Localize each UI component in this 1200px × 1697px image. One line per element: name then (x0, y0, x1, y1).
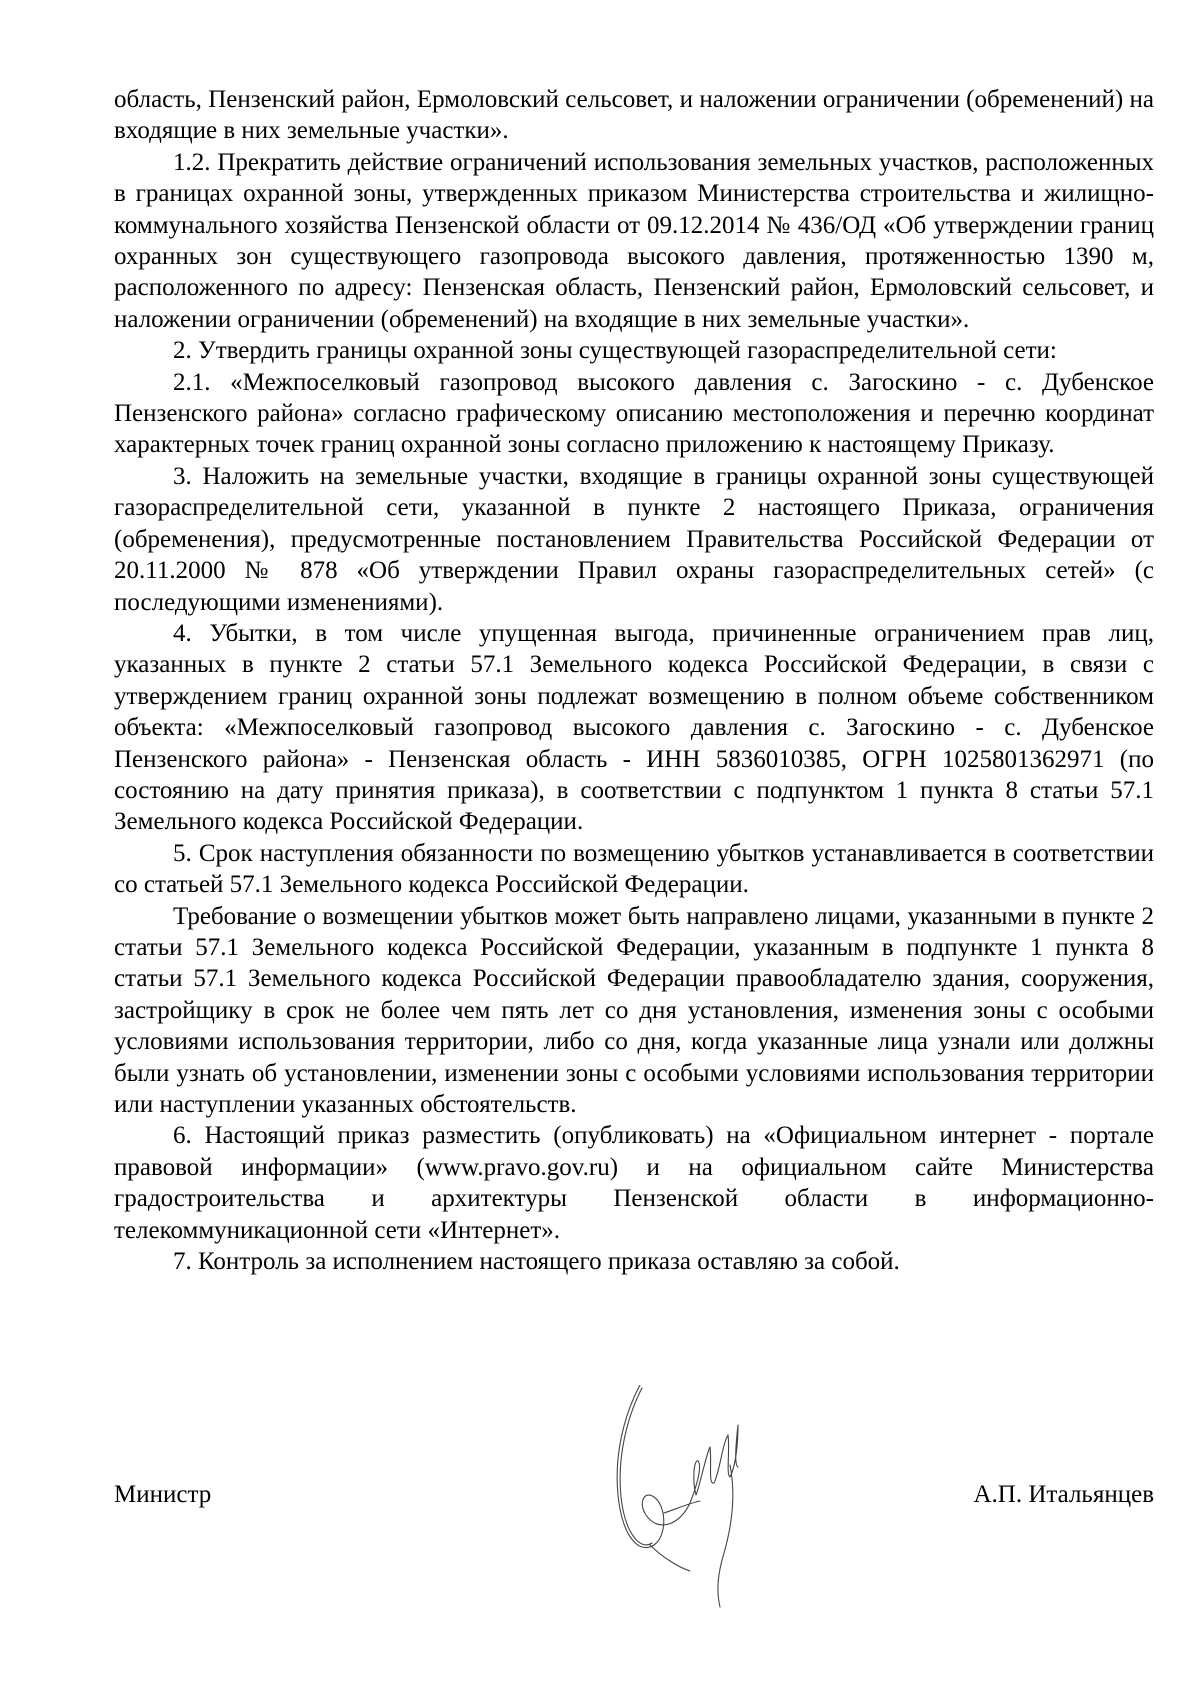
paragraph-compensation-claim: Требование о возмещении убытков может быть направлено лицами, указанными в пункте 2 статьи 57.1 Земельного кодекса Российской Федерации, указанным в подпункте 1 пункта 8 статьи 57.1 Земельного кодекса Российской Федерации правообладателю здания, сооружения, застройщику в срок не более чем пять лет со дня установления, изменения зоны с особыми условиями использования территории, либо со дня, когда указанные лица узнали или должны были узнать об установлении, изменении зоны с особыми условиями использования территории или наступлении указанных обстоятельств. (114, 902, 1154, 1118)
signatory-title: Министр (114, 1481, 212, 1508)
paragraph-5: 5. Срок наступления обязанности по возмещению убытков устанавливается в соответствии со статьей 57.1 Земельного кодекса Российской Федерации. (114, 839, 1154, 899)
paragraph-7: 7. Контроль за исполнением настоящего приказа оставляю за собой. (173, 1248, 900, 1276)
paragraph-2-1: 2.1. «Межпоселковый газопровод высокого давления с. Загоскино - с. Дубенское Пензенского района» согласно графическому описанию местоположения и перечню координат характерных точек границ охранной зоны согласно приложению к настоящему Приказу. (114, 368, 1154, 459)
paragraph-6: 6. Настоящий приказ разместить (опубликовать) на «Официальном интернет - портале правовой информации» (www.pravo.gov.ru) и на официальном сайте Министерства градостроительства и архитектуры Пензенской области в информационно-телекоммуникационной сети «Интернет». (114, 1122, 1154, 1244)
paragraph-continuation: область, Пензенский район, Ермоловский сельсовет, и наложении ограничении (обременений) на входящие в них земельные участки». (114, 86, 1154, 145)
document-body (114, 84, 1154, 1277)
paragraph-1-2: 1.2. Прекратить действие ограничений использования земельных участков, расположенных в границах охранной зоны, утвержденных приказом Министерства строительства и жилищно-коммунального хозяйства Пензенской области от 09.12.2014 № 436/ОД «Об утверждении границ охранных зон существующего газопровода высокого давления, протяженностью 1390 м, расположенного по адресу: Пензенская область, Пензенский район, Ермоловский сельсовет, и наложении ограничении (обременений) на входящие в них земельные участки». (114, 148, 1154, 333)
paragraph-4: 4. Убытки, в том числе упущенная выгода, причиненные ограничением прав лиц, указанных в пункте 2 статьи 57.1 Земельного кодекса Российской Федерации, в связи с утверждением границ охранной зоны подлежат возмещению в полном объеме собственником объекта: «Межпоселковый газопровод высокого давления с. Загоскино - с. Дубенское Пензенского района» - Пензенская область - ИНН 5836010385, ОГРН 1025801362971 (по состоянию на дату принятия приказа), в соответствии с подпунктом 1 пункта 8 статьи 57.1 Земельного кодекса Российской Федерации. (114, 619, 1154, 836)
signatory-name: А.П. Итальянцев (973, 1481, 1154, 1508)
paragraph-2: 2. Утвердить границы охранной зоны существующей газораспределительной сети: (173, 337, 1057, 365)
paragraph-3: 3. Наложить на земельные участки, входящие в границы охранной зоны существующей газораспределительной сети, указанной в пункте 2 настоящего Приказа, ограничения (обременения), предусмотренные постановлением Правительства Российской Федерации от 20.11.2000 № 878 «Об утверждении Правил охраны газораспределительных сетей» (с последующими изменениями). (114, 462, 1154, 616)
signature-block (114, 1479, 1154, 1519)
